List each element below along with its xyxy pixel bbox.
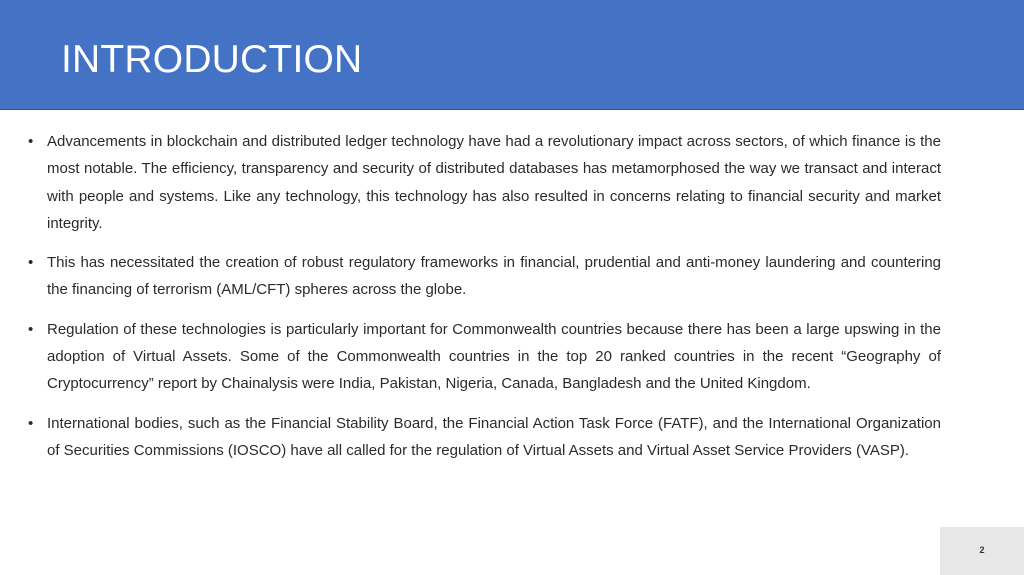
slide-title: INTRODUCTION [61,38,363,81]
bullet-item-commonwealth [28,316,941,398]
bullet-text: International bodies, such as the Financial Stability Board, the Financial Action Task Force (FATF), and the International Organization of Securities Commissions (IOSCO) have all called for the regulation of Virtual Assets and Virtual Asset Service Providers (VASP). [47,414,941,459]
bullet-icon: • [28,133,34,150]
bullet-icon: • [28,414,34,432]
bullet-icon: • [28,320,34,338]
bullet-text: This has necessitated the creation of robust regulatory frameworks in financial, prudential and anti-money laundering and countering the financing of terrorism (AML/CFT) spheres across the globe. [47,254,941,299]
page-number-box [940,527,1024,575]
bullet-item-international-bodies [28,410,941,465]
bullet-text: Regulation of these technologies is particularly important for Commonwealth countries because there has been a large upswing in the adoption of Virtual Assets. Some of the Commonwealth countries in the top 20 ranked countries in the recent “Geography of Cryptocurrency” report by Chainalysis were India, Pakistan, Nigeria, Canada, Bangladesh and the United Kingdom. [47,320,941,393]
bullet-item-regulatory-frameworks [28,249,941,304]
bullet-list [28,128,941,476]
title-banner [0,0,1024,110]
bullet-text: Advancements in blockchain and distributed ledger technology have had a revolutionary impact across sectors, of which finance is the most notable. The efficiency, transparency and security of distributed databases has metamorphosed the way we transact and interact with people and systems. Like any technology, this technology has also resulted in concerns relating to financial security and market integrity. [47,133,941,232]
bullet-item-advancements [28,128,941,237]
bullet-icon: • [28,254,34,272]
page-number: 2 [979,545,985,555]
